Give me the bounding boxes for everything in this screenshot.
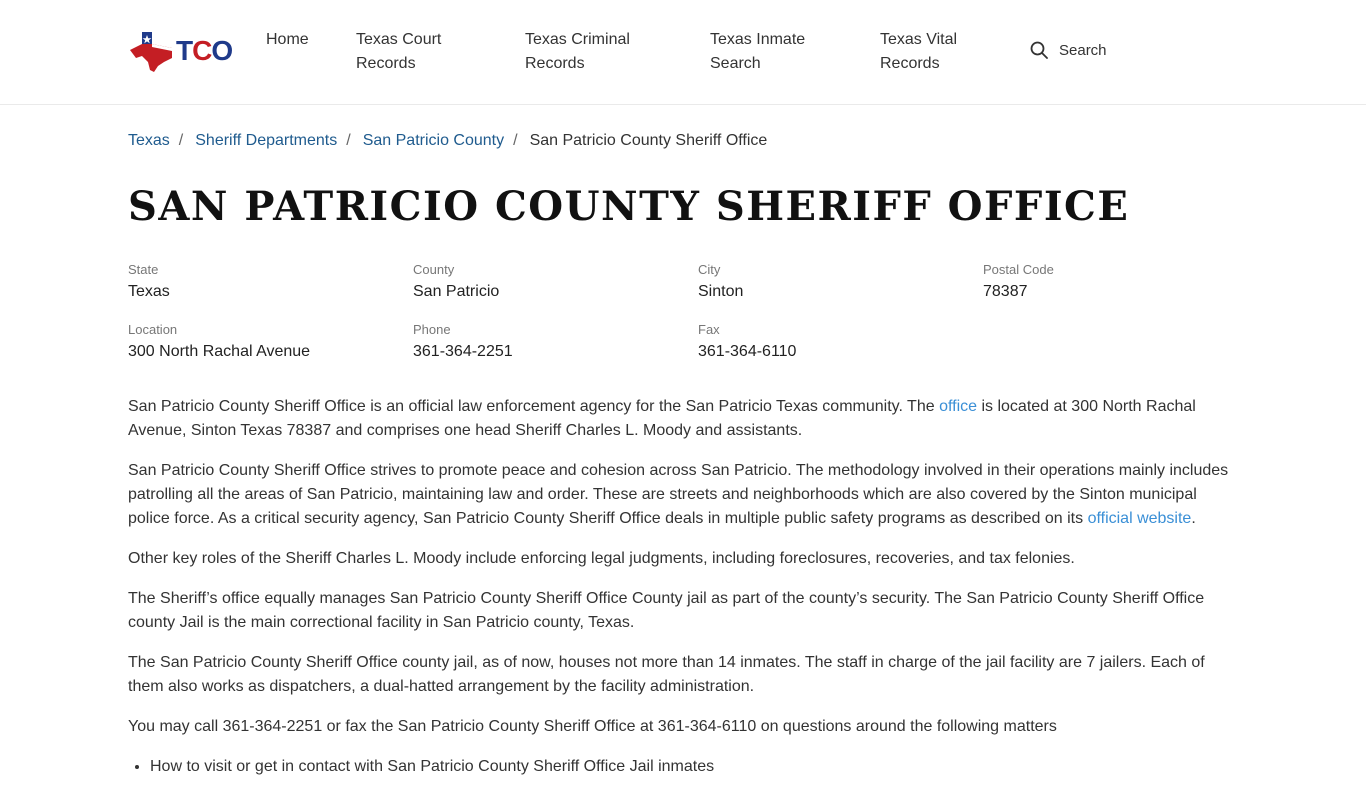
site-logo[interactable] (128, 30, 232, 72)
search-icon (1030, 41, 1048, 59)
nav-texas-criminal-records[interactable]: Texas Criminal Records (525, 31, 630, 72)
text: San Patricio County Sheriff Office strives to promote peace and cohesion across San Patricio. The methodology involved in their operations mainly includes patrolling all the areas of San Patricio, maintaining law and order. These are streets and neighborhoods which are also covered by the Sinton municipal police force. As a critical security agency, San Patricio County Sheriff Office deals in multiple public safety programs as described on its (128, 462, 1229, 527)
info-value: 361-364-6110 (698, 343, 797, 360)
nav-texas-court-records[interactable]: Texas Court Records (356, 31, 442, 72)
info-label: Location (128, 322, 178, 337)
office-info-grid (128, 262, 1268, 382)
search-button[interactable] (1030, 41, 1107, 59)
nav-texas-inmate-search[interactable]: Texas Inmate Search (710, 31, 806, 72)
text: is located at 300 North Rachal Avenue, Sinton Texas 78387 and comprises one head Sheriff Charles L. Moody and assistants. (128, 398, 1196, 439)
info-phone (413, 322, 698, 382)
info-value: San Patricio (413, 283, 500, 300)
paragraph: The San Patricio County Sheriff Office county jail, as of now, houses not more than 14 inmates. The staff in charge of the jail facility are 7 jailers. Each of them also works as dispatchers, a dual-hatted arrangement by the facility administration. (128, 654, 1205, 695)
info-row (128, 262, 1268, 322)
info-value: 78387 (983, 283, 1028, 300)
info-row (128, 322, 1268, 382)
breadcrumb-separator: / (178, 132, 184, 149)
breadcrumb-san-patricio-county[interactable]: San Patricio County (362, 132, 505, 149)
paragraph: Other key roles of the Sheriff Charles L. Moody include enforcing legal judgments, including foreclosures, recoveries, and tax felonies. (128, 550, 1075, 567)
breadcrumb-separator: / (346, 132, 351, 149)
info-value: Texas (128, 283, 170, 300)
logo-text: TCO (176, 35, 233, 66)
breadcrumb-current: San Patricio County Sheriff Office (529, 132, 768, 149)
nav-home[interactable]: Home (266, 31, 309, 48)
breadcrumb-sheriff-departments[interactable]: Sheriff Departments (195, 132, 338, 149)
info-county (413, 262, 698, 322)
page-title: SAN PATRICIO COUNTY SHERIFF OFFICE (128, 183, 1130, 230)
breadcrumb-texas[interactable]: Texas (128, 132, 170, 149)
info-label: County (413, 262, 455, 277)
info-state (128, 262, 413, 322)
info-label: Postal Code (983, 262, 1054, 277)
info-city (698, 262, 983, 322)
info-fax (698, 322, 983, 382)
breadcrumb-separator: / (513, 132, 518, 149)
paragraph (128, 395, 1238, 443)
site-header (0, 0, 1366, 105)
texas-flag-map-icon (128, 30, 174, 72)
nav-texas-vital-records[interactable]: Texas Vital Records (880, 31, 958, 72)
info-postal-code (983, 262, 1268, 322)
info-location (128, 322, 413, 382)
breadcrumb (128, 130, 767, 152)
info-value: 300 North Rachal Avenue (128, 343, 311, 360)
paragraph: The Sheriff’s office equally manages San Patricio County Sheriff Office County jail as part of the county’s security. The San Patricio County Sheriff Office county Jail is the main correctional facility in San Patricio county, Texas. (128, 590, 1205, 631)
office-link[interactable]: office (939, 398, 978, 415)
info-value: Sinton (698, 283, 744, 300)
info-value: 361-364-2251 (413, 343, 513, 360)
paragraph: You may call 361-364-2251 or fax the San Patricio County Sheriff Office at 361-364-6110 on questions around the following matters (128, 718, 1057, 735)
text: . (1191, 510, 1196, 527)
list-item: • How to visit or get in contact with San Patricio County Sheriff Office Jail inmates (150, 755, 1238, 779)
info-label: State (128, 262, 159, 277)
article-content (128, 395, 1238, 785)
paragraph (128, 459, 1238, 531)
info-label: Phone (413, 322, 451, 337)
search-label: Search (1059, 41, 1107, 59)
official-website-link[interactable]: official website (1087, 510, 1192, 527)
info-label: Fax (698, 322, 720, 337)
info-label: City (698, 262, 721, 277)
matters-list (150, 755, 1238, 779)
text: San Patricio County Sheriff Office is an official law enforcement agency for the San Patricio Texas community. The (128, 398, 940, 415)
